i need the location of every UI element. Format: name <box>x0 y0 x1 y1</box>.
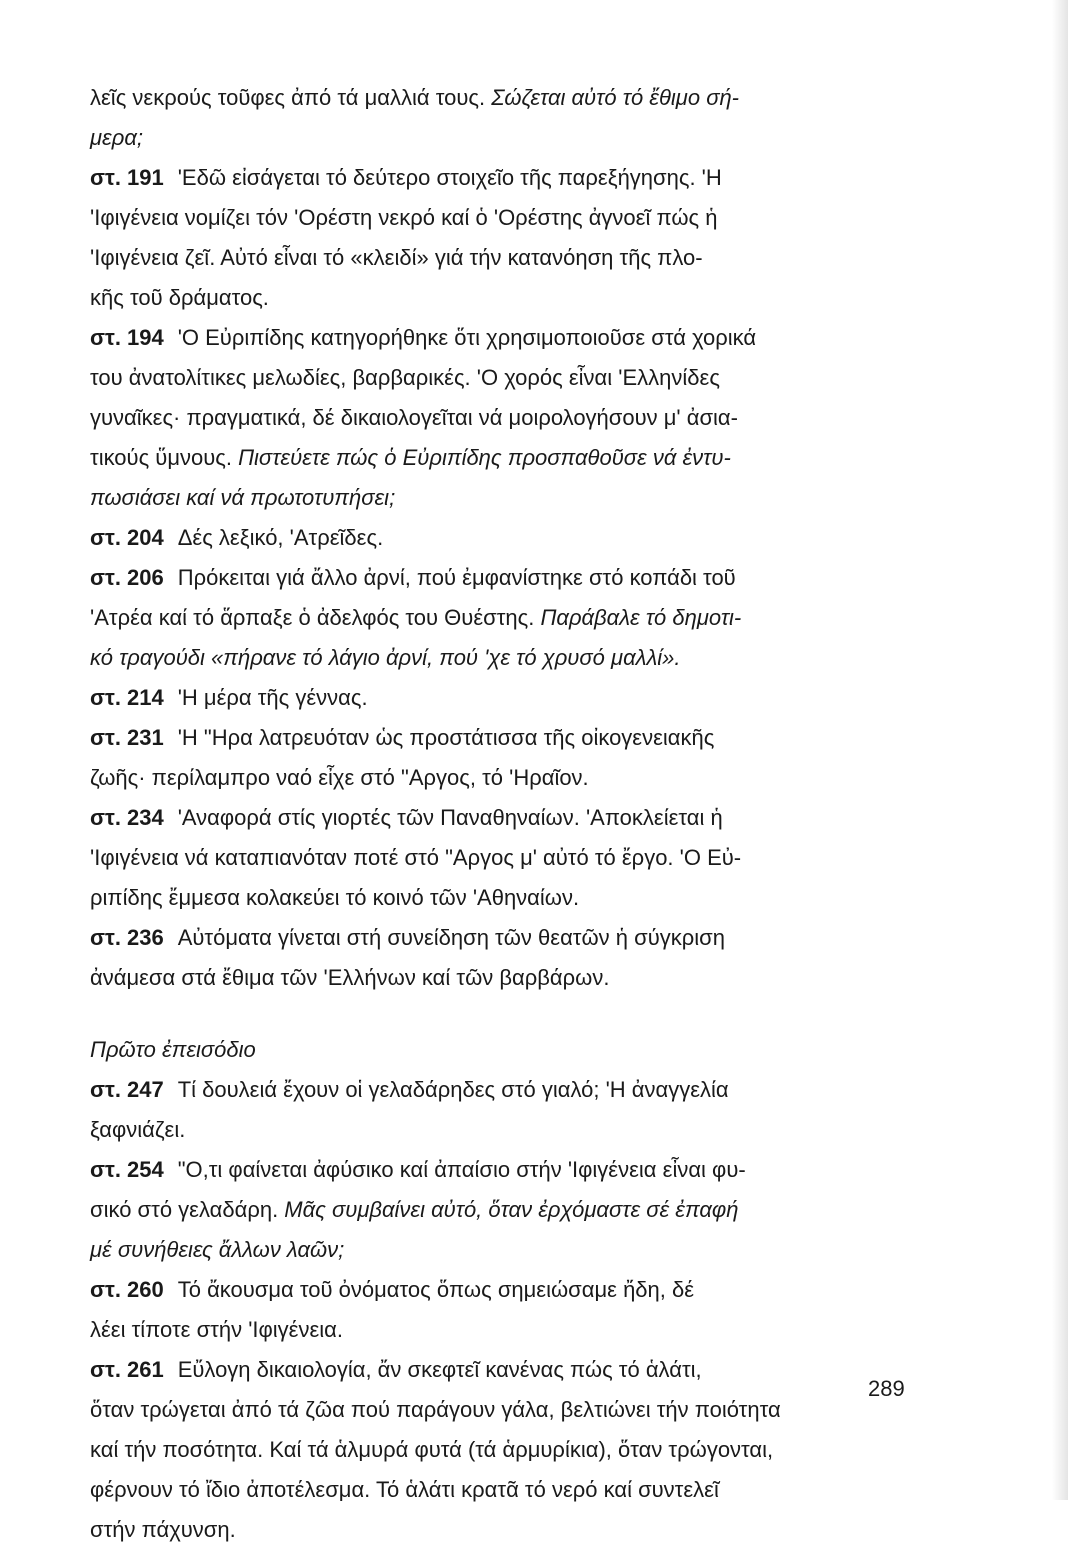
verse-number: 247 <box>126 1077 164 1102</box>
note-text: Τί δουλειά ἔχουν οἱ γελαδάρηδες στό γιαλό; 'Η ἀναγγελία <box>177 1077 729 1102</box>
note-261 <box>90 1350 922 1390</box>
text-run: λεῖς νεκρούς τοῦφες ἀπό τά μαλλιά τους. <box>90 85 492 110</box>
italic-question: Μᾶς συμβαίνει αὐτό, ὅταν ἐρχόμαστε σέ ἐπαφή <box>284 1197 739 1222</box>
note-text: 'Ιφιγένεια ζεῖ. Αὐτό εἶναι τό «κλειδί» γιά τήν κατανόηση τῆς πλο- <box>90 245 703 270</box>
verse-number: 191 <box>126 165 164 190</box>
note-254 <box>90 1150 922 1190</box>
note-206 <box>90 558 922 598</box>
verse-label: στ. <box>90 325 121 350</box>
note-text: στήν πάχυνση. <box>90 1517 236 1542</box>
note-text: 'Η "Ηρα λατρευόταν ὡς προστάτισσα τῆς οἰκογενειακῆς <box>177 725 715 750</box>
note-text: 'Εδῶ εἰσάγεται τό δεύτερο στοιχεῖο τῆς παρεξήγησης. 'Η <box>177 165 722 190</box>
note-text: 'Η μέρα τῆς γέννας. <box>177 685 368 710</box>
note-text: 'Ο Εὐριπίδης κατηγορήθηκε ὅτι χρησιμοποιοῦσε στά χορικά <box>177 325 757 350</box>
section-title: Πρῶτο ἐπεισόδιο <box>90 1037 256 1062</box>
note-231 <box>90 718 922 758</box>
note-text: Αὐτόματα γίνεται στή συνείδηση τῶν θεατῶν ἡ σύγκριση <box>177 925 725 950</box>
page-text <box>90 78 922 1550</box>
verse-label: στ. <box>90 1157 121 1182</box>
verse-label: στ. <box>90 685 121 710</box>
verse-number: 261 <box>126 1357 164 1382</box>
note-text: φέρνουν τό ἴδιο ἀποτέλεσμα. Τό ἁλάτι κρατᾶ τό νερό καί συντελεῖ <box>90 1477 719 1502</box>
verse-number: 234 <box>126 805 164 830</box>
note-text: ὅταν τρώγεται ἀπό τά ζῶα πού παράγουν γάλα, βελτιώνει τήν ποιότητα <box>90 1397 781 1422</box>
verse-label: στ. <box>90 525 121 550</box>
note-text: του ἀνατολίτικες μελωδίες, βαρβαρικές. 'Ο χορός εἶναι 'Ελληνίδες <box>90 365 720 390</box>
section-spacer <box>90 998 922 1030</box>
note-text: ριπίδης ἔμμεσα κολακεύει τό κοινό τῶν 'Αθηναίων. <box>90 885 580 910</box>
italic-question: μέ συνήθειες ἄλλων λαῶν; <box>90 1237 345 1262</box>
note-text <box>90 438 922 478</box>
note-text: καί τήν ποσότητα. Καί τά ἁλμυρά φυτά (τά ἁρμυρίκια), ὅταν τρώγονται, <box>90 1437 774 1462</box>
italic-question: πωσιάσει καί νά πρωτοτυπήσει; <box>90 485 396 510</box>
note-247 <box>90 1070 922 1110</box>
italic-question: Παράβαλε τό δημοτι- <box>540 605 742 630</box>
note-text: 'Ιφιγένεια νά καταπιανόταν ποτέ στό "Αργος μ' αὐτό τό ἔργο. 'Ο Εὐ- <box>90 845 742 870</box>
note-text: ζωῆς· περίλαμπρο ναό εἶχε στό "Αργος, τό 'Ηραῖον. <box>90 765 589 790</box>
note-text: Εὔλογη δικαιολογία, ἄν σκεφτεῖ κανένας πώς τό ἁλάτι, <box>177 1357 702 1382</box>
note-191 <box>90 158 922 198</box>
italic-question: Σώζεται αὐτό τό ἔθιμο σή- <box>491 85 740 110</box>
note-text: 'Ιφιγένεια νομίζει τόν 'Ορέστη νεκρό καί ὁ 'Ορέστης ἀγνοεῖ πώς ἡ <box>90 205 718 230</box>
note-text: Τό ἄκουσμα τοῦ ὀνόματος ὅπως σημειώσαμε ἤδη, δέ <box>177 1277 695 1302</box>
italic-question: μερα; <box>90 125 143 150</box>
note-text: τικούς ὕμνους. <box>90 445 239 470</box>
note-text: Πρόκειται γιά ἄλλο ἀρνί, πού ἐμφανίστηκε στό κοπάδι τοῦ <box>177 565 736 590</box>
note-text: Δές λεξικό, 'Ατρεῖδες. <box>177 525 384 550</box>
note-260 <box>90 1270 922 1310</box>
verse-number: 236 <box>126 925 164 950</box>
verse-label: στ. <box>90 925 121 950</box>
note-194 <box>90 318 922 358</box>
note-text <box>90 598 922 638</box>
verse-number: 231 <box>126 725 164 750</box>
note-236 <box>90 918 922 958</box>
verse-number: 204 <box>126 525 164 550</box>
note-text: "Ο,τι φαίνεται ἀφύσικο καί ἀπαίσιο στήν 'Ιφιγένεια εἶναι φυ- <box>177 1157 746 1182</box>
note-234 <box>90 798 922 838</box>
note-text <box>90 1190 922 1230</box>
note-text: σικό στό γελαδάρη. <box>90 1197 285 1222</box>
italic-question: Πιστεύετε πώς ὁ Εὐριπίδης προσπαθοῦσε νά ἐντυ- <box>238 445 731 470</box>
text-line <box>90 78 922 118</box>
verse-label: στ. <box>90 565 121 590</box>
note-214 <box>90 678 922 718</box>
page-edge-shadow <box>1052 0 1068 1500</box>
page-number: 289 <box>868 1376 905 1401</box>
verse-label: στ. <box>90 805 121 830</box>
verse-label: στ. <box>90 165 121 190</box>
note-text: 'Ατρέα καί τό ἅρπαξε ὁ ἀδελφός του Θυέστης. <box>90 605 541 630</box>
verse-label: στ. <box>90 1277 121 1302</box>
verse-number: 194 <box>126 325 164 350</box>
note-text: λέει τίποτε στήν 'Ιφιγένεια. <box>90 1317 344 1342</box>
verse-label: στ. <box>90 1357 121 1382</box>
note-text: ἀνάμεσα στά ἔθιμα τῶν 'Ελλήνων καί τῶν βαρβάρων. <box>90 965 610 990</box>
note-text: γυναῖκες· πραγματικά, δέ δικαιολογεῖται νά μοιρολογήσουν μ' ἀσια- <box>90 405 738 430</box>
note-text: 'Αναφορά στίς γιορτές τῶν Παναθηναίων. 'Αποκλείεται ἡ <box>177 805 723 830</box>
verse-label: στ. <box>90 725 121 750</box>
italic-question: κό τραγούδι «πήρανε τό λάγιο ἀρνί, πού 'χε τό χρυσό μαλλί». <box>90 645 681 670</box>
note-text: κῆς τοῦ δράματος. <box>90 285 269 310</box>
verse-label: στ. <box>90 1077 121 1102</box>
verse-number: 214 <box>126 685 164 710</box>
verse-number: 254 <box>126 1157 164 1182</box>
note-204 <box>90 518 922 558</box>
note-text: ξαφνιάζει. <box>90 1117 186 1142</box>
verse-number: 260 <box>126 1277 164 1302</box>
verse-number: 206 <box>126 565 164 590</box>
